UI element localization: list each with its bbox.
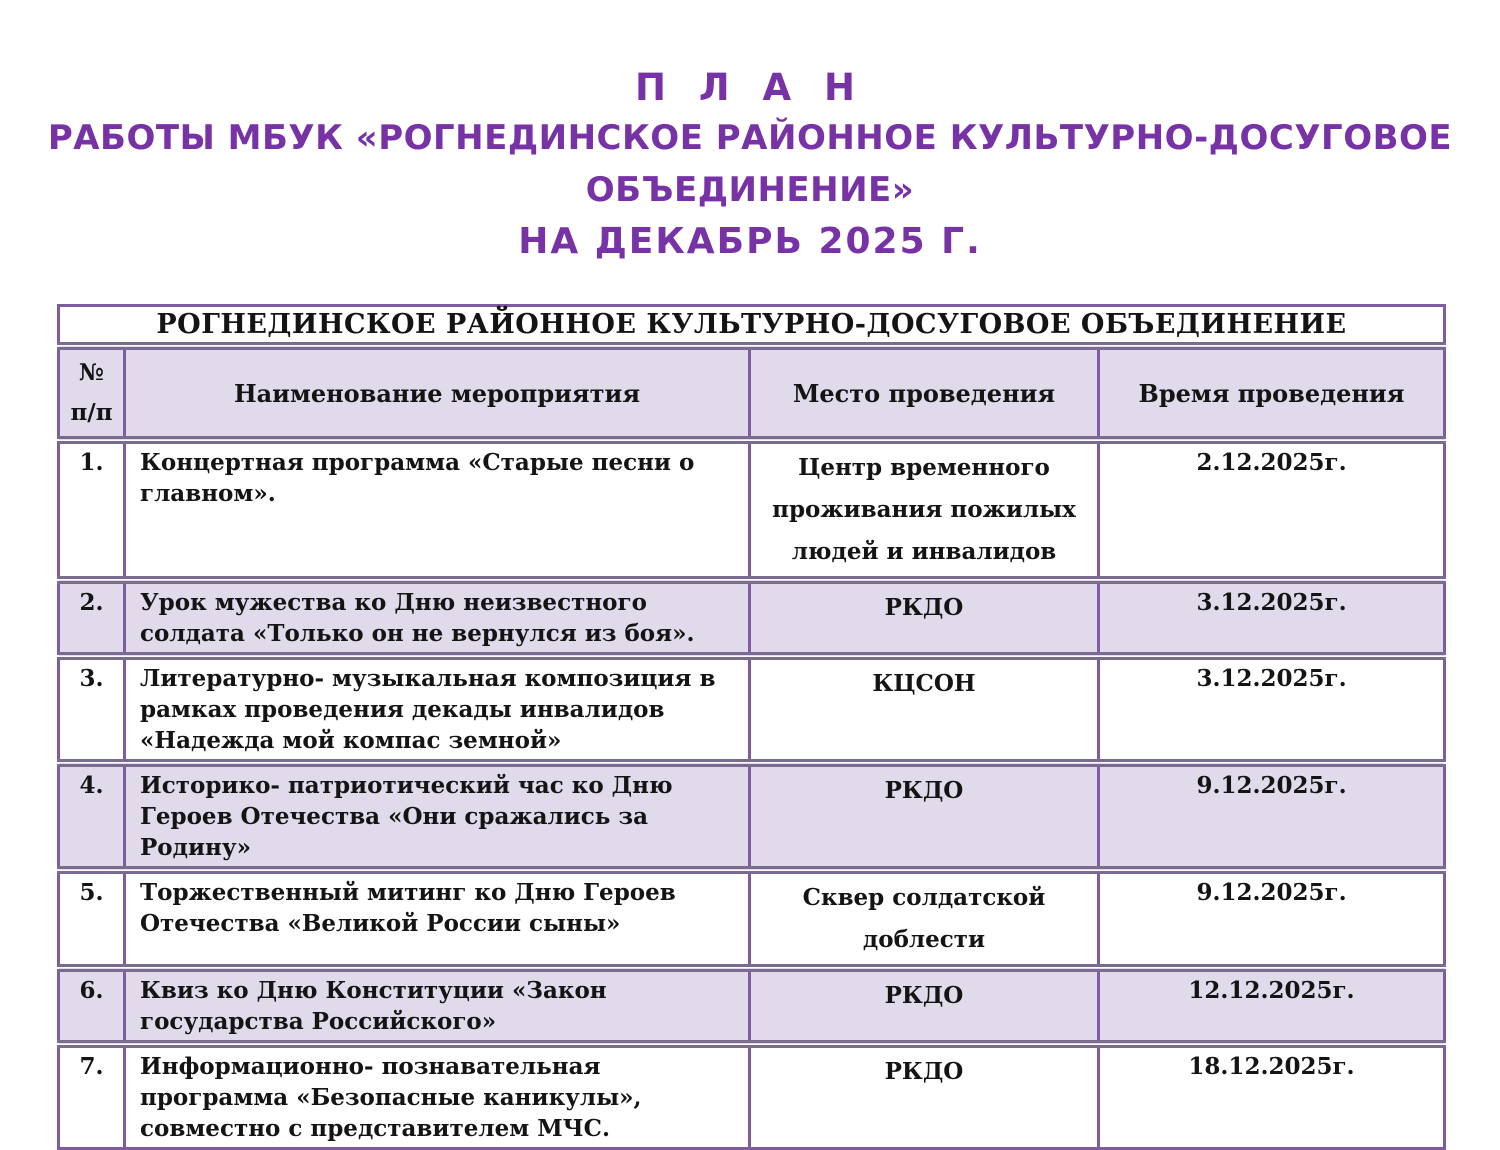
row-number: 3. [59,656,125,763]
event-name: Квиз ко Дню Конституции «Закон государства Российского» [125,968,750,1044]
event-date: 9.12.2025г. [1099,763,1445,870]
event-name: Урок мужества ко Дню неизвестного солдата «Только он не вернулся из боя». [125,580,750,656]
event-place: РКДО [750,763,1099,870]
event-name: Литературно- музыкальная композиция в рамках проведения декады инвалидов «Надежда мой компас земной» [125,656,750,763]
table-header-row [59,346,1445,440]
table-caption: РОГНЕДИНСКОЕ РАЙОННОЕ КУЛЬТУРНО-ДОСУГОВОЕ ОБЪЕДИНЕНИЕ [59,306,1445,347]
event-place: КЦСОН [750,656,1099,763]
table-row [59,440,1445,580]
event-name: Информационно- познавательная программа «Безопасные каникулы», совместно с представителем МЧС. [125,1044,750,1149]
event-place: РКДО [750,580,1099,656]
document-title [0,0,1500,268]
column-header-number [59,346,125,440]
event-name: Концертная программа «Старые песни о главном». [125,440,750,580]
column-header-place: Место проведения [750,346,1099,440]
title-line-plan: П Л А Н [635,66,865,109]
event-date: 12.12.2025г. [1099,968,1445,1044]
table-row [59,656,1445,763]
row-number: 2. [59,580,125,656]
event-name: Торжественный митинг ко Дню Героев Отечества «Великой России сыны» [125,870,750,968]
row-number: 4. [59,763,125,870]
row-number: 1. [59,440,125,580]
column-header-event-name: Наименование мероприятия [125,346,750,440]
column-header-time: Время проведения [1099,346,1445,440]
event-place: РКДО [750,968,1099,1044]
row-number: 7. [59,1044,125,1149]
table-row [59,870,1445,968]
table-row [59,1044,1445,1149]
event-date: 3.12.2025г. [1099,580,1445,656]
table-row [59,968,1445,1044]
title-line-organization: РАБОТЫ МБУК «РОГНЕДИНСКОЕ РАЙОННОЕ КУЛЬТУРНО-ДОСУГОВОЕ ОБЪЕДИНЕНИЕ» [47,118,1453,210]
row-number: 5. [59,870,125,968]
event-place: РКДО [750,1044,1099,1149]
column-header-number-bottom: п/п [70,399,113,426]
events-plan-table [57,304,1446,1150]
column-header-number-top: № [79,359,104,386]
event-place: Центр временного проживания пожилых людей и инвалидов [750,440,1099,580]
event-date: 3.12.2025г. [1099,656,1445,763]
event-date: 9.12.2025г. [1099,870,1445,968]
event-date: 18.12.2025г. [1099,1044,1445,1149]
table-row [59,580,1445,656]
event-date: 2.12.2025г. [1099,440,1445,580]
row-number: 6. [59,968,125,1044]
event-name: Историко- патриотический час ко Дню Героев Отечества «Они сражались за Родину» [125,763,750,870]
table-caption-row [59,306,1445,347]
event-place: Сквер солдатской доблести [750,870,1099,968]
table-row [59,763,1445,870]
title-line-month: НА ДЕКАБРЬ 2025 Г. [518,221,982,262]
